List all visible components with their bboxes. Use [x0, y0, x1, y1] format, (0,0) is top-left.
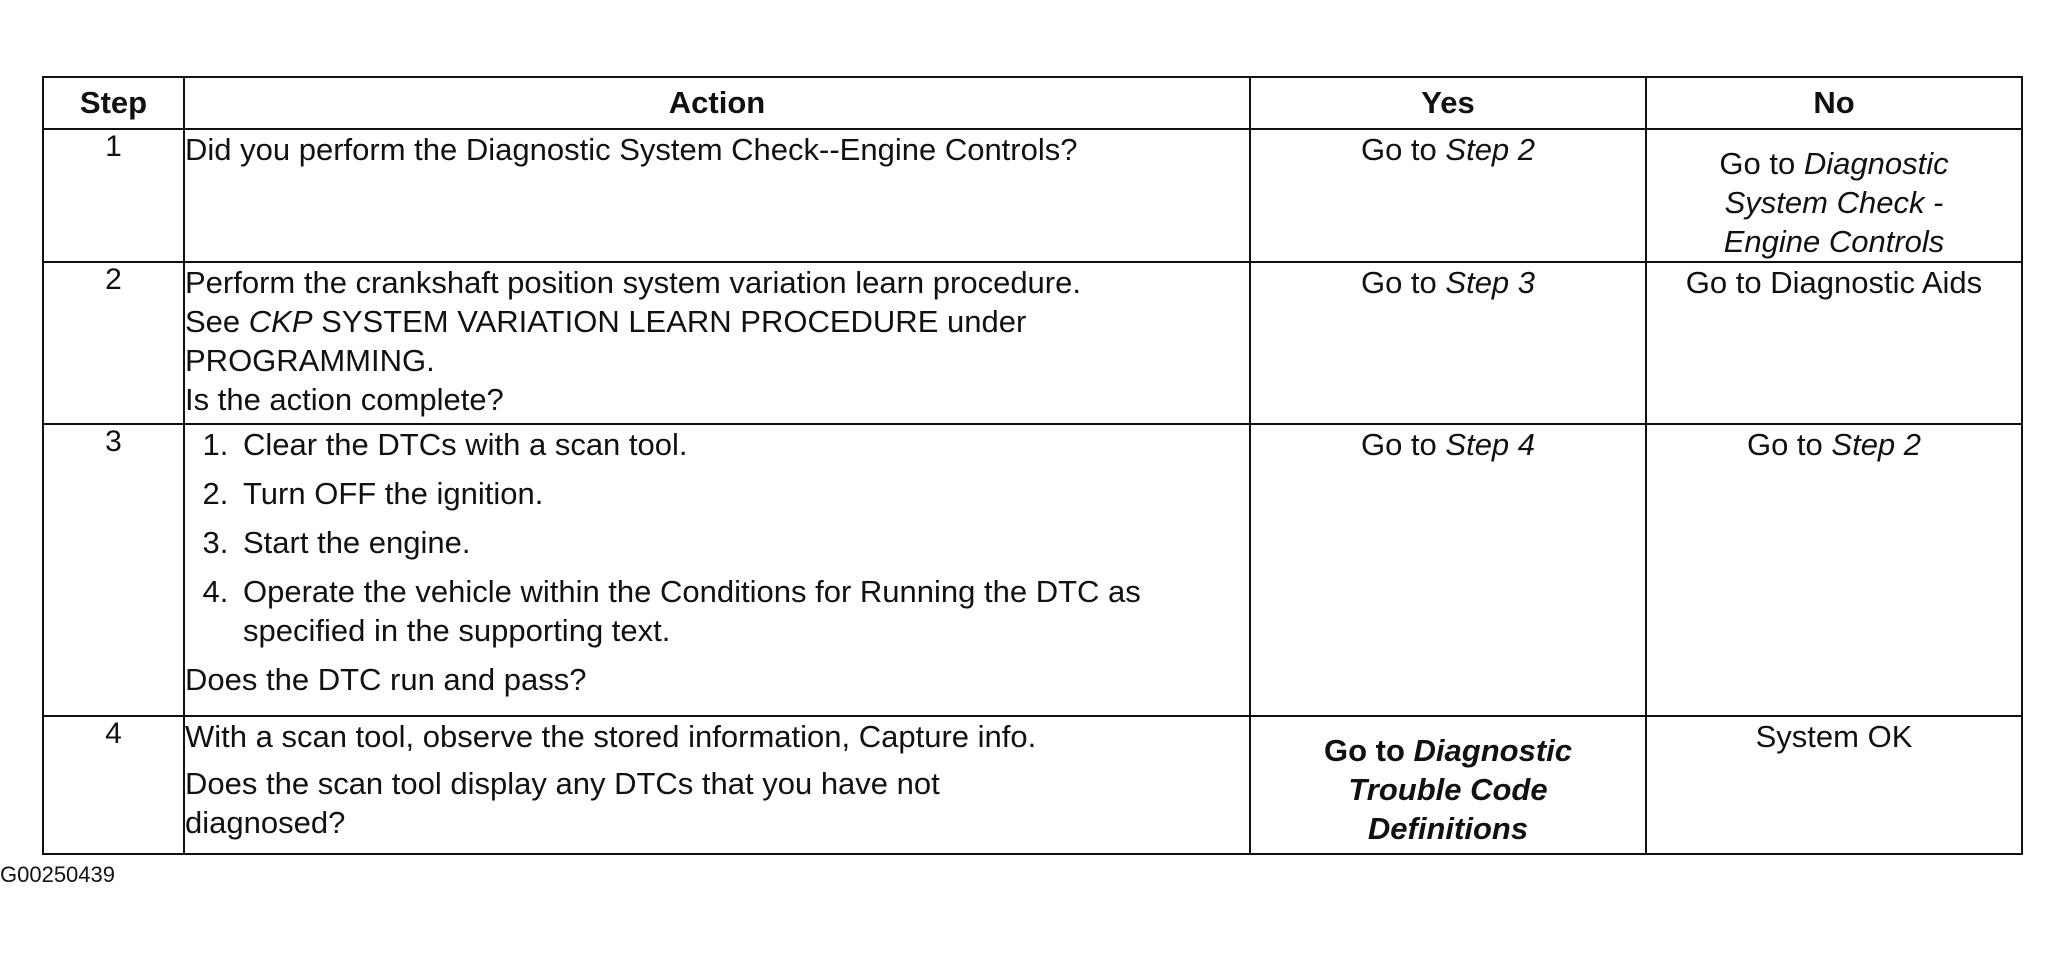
yes-step-link[interactable]: Step 2: [1445, 132, 1536, 167]
yes-cell: [1250, 129, 1646, 262]
action-text: SYSTEM VARIATION LEARN PROCEDURE under: [312, 304, 1027, 339]
list-item: 1. Clear the DTCs with a scan tool.: [237, 425, 1249, 464]
no-step-link[interactable]: Step 2: [1831, 427, 1922, 462]
substep-list: [185, 425, 1249, 650]
list-item: 2. Turn OFF the ignition.: [237, 474, 1249, 513]
header-step: Step: [43, 77, 184, 129]
diagnostic-table: [42, 76, 2023, 855]
action-cell: [184, 716, 1250, 854]
yes-cell: [1250, 262, 1646, 424]
action-cell: [184, 129, 1250, 262]
no-prefix: Go to: [1719, 146, 1804, 181]
table-row: [43, 129, 2022, 262]
no-text[interactable]: Go to Diagnostic Aids: [1685, 265, 1983, 300]
action-question: Does the scan tool display any DTCs that you have not: [185, 766, 940, 801]
header-no: No: [1646, 77, 2022, 129]
yes-step-link[interactable]: Step 3: [1445, 265, 1536, 300]
list-item: 3. Start the engine.: [237, 523, 1249, 562]
action-line: PROGRAMMING.: [185, 343, 435, 378]
header-yes: Yes: [1250, 77, 1646, 129]
header-action: Action: [184, 77, 1250, 129]
step-number: 3: [43, 424, 184, 716]
action-question: Does the DTC run and pass?: [185, 662, 587, 697]
no-text: System OK: [1755, 719, 1913, 754]
list-item: 4. Operate the vehicle within the Conditions for Running the DTC as specified in the supporting text.: [237, 572, 1249, 650]
table-row: [43, 424, 2022, 716]
yes-prefix: Go to: [1360, 265, 1446, 300]
yes-link-line2[interactable]: Trouble Code: [1348, 772, 1548, 807]
no-cell: [1646, 424, 2022, 716]
yes-step-link[interactable]: Step 4: [1445, 427, 1536, 462]
no-link-line1[interactable]: Diagnostic: [1803, 146, 1949, 181]
action-cell: [184, 262, 1250, 424]
action-line: With a scan tool, observe the stored information, Capture info.: [185, 719, 1037, 754]
no-link-line2[interactable]: System Check -: [1724, 185, 1944, 220]
yes-cell: [1250, 716, 1646, 854]
action-line: Perform the crankshaft position system variation learn procedure.: [185, 265, 1081, 300]
table-row: [43, 716, 2022, 854]
figure-id-caption: G00250439: [0, 862, 115, 887]
action-text: Did you perform the Diagnostic System Check--Engine Controls?: [185, 132, 1078, 167]
table-header-row: [43, 77, 2022, 129]
yes-link-line3[interactable]: Definitions: [1367, 811, 1529, 846]
table-row: [43, 262, 2022, 424]
yes-prefix: Go to: [1360, 427, 1446, 462]
no-link-line3[interactable]: Engine Controls: [1723, 224, 1945, 259]
yes-prefix: Go to: [1323, 733, 1414, 768]
action-question-cont: diagnosed?: [185, 805, 346, 840]
step-number: 4: [43, 716, 184, 854]
no-cell: [1646, 716, 2022, 854]
ckp-italic: CKP: [248, 304, 313, 339]
action-cell: [184, 424, 1250, 716]
yes-cell: [1250, 424, 1646, 716]
step-number: 2: [43, 262, 184, 424]
no-cell: [1646, 129, 2022, 262]
no-prefix: Go to: [1746, 427, 1832, 462]
action-line: [185, 302, 1249, 341]
no-cell: [1646, 262, 2022, 424]
yes-link-line1[interactable]: Diagnostic: [1413, 733, 1572, 768]
action-question: Is the action complete?: [185, 382, 504, 417]
yes-prefix: Go to: [1360, 132, 1446, 167]
step-number: 1: [43, 129, 184, 262]
action-text: See: [185, 304, 249, 339]
